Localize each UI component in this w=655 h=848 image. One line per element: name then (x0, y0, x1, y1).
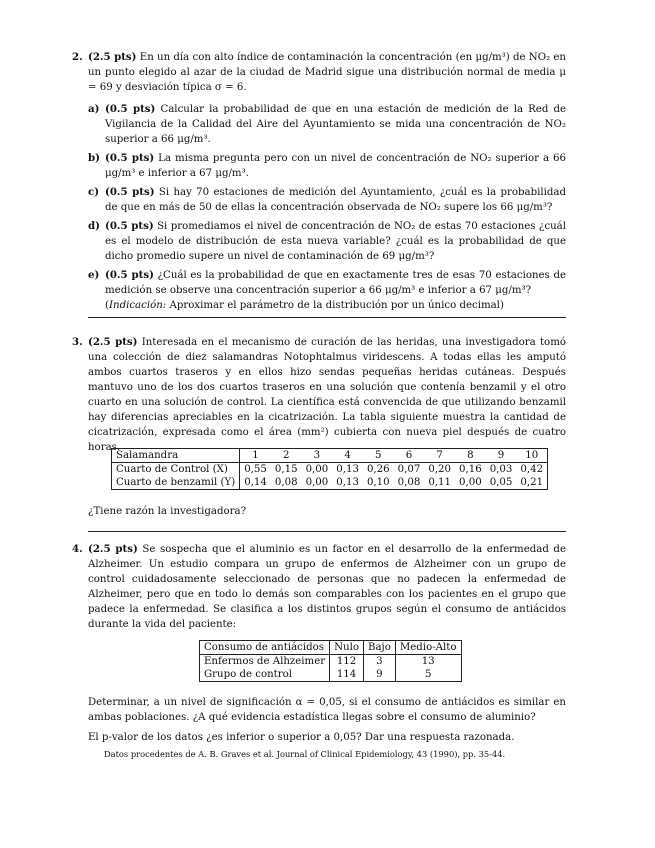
subquestion-label: b) (88, 152, 100, 164)
problem-number: 4. (72, 543, 83, 555)
table-cell: 9 (363, 668, 395, 682)
question-text: Determinar, a un nivel de significación α = 0,05, si el consumo de antiácidos es similar en ambas poblaciones. ¿A qué evidencia estadística llegas sobre el consumo de aluminio? (88, 697, 566, 723)
table-cell: 0,42 (520, 464, 544, 475)
table-cell: 0,11 (428, 477, 452, 488)
problem-3 (72, 335, 566, 455)
note-label: Indicación: (108, 300, 167, 311)
table-header-cell: 4 (332, 449, 363, 463)
subquestion-d (88, 219, 566, 264)
points-label: (2.5 pts) (88, 51, 137, 63)
data-source-footnote: Datos procedentes de A. B. Graves et al. Journal of Clinical Epidemiology, 43 (1990), pp. 35-44. (104, 749, 506, 759)
subquestion-a (88, 102, 566, 147)
problem-intro (88, 335, 566, 455)
antacid-contingency-table (199, 640, 462, 682)
table-header-cell: 7 (424, 449, 455, 463)
points-label: (2.5 pts) (88, 543, 138, 555)
table-cell: 0,00 (459, 477, 482, 488)
question-text: El p-valor de los datos ¿es inferior o superior a 0,05? Dar una respuesta razonada. (88, 732, 515, 743)
table-header-cell: 10 (516, 449, 547, 463)
table-header-cell: Medio-Alto (395, 641, 461, 655)
table-cell: 0,13 (336, 477, 359, 488)
table-cell: 5 (424, 669, 432, 680)
problem-intro (88, 542, 566, 632)
table-cell: 13 (421, 656, 435, 667)
problem-4-questions (88, 695, 566, 745)
section-divider (88, 531, 566, 532)
note-paren: ( (105, 300, 109, 311)
intro-text: Se sospecha que el aluminio es un factor en el desarrollo de la enfermedad de Alzheimer. Un estudio compara un grupo de enfermos de Alzheimer con un grupo de control cuidadosamente seleccionado de personas que no padecen la enfermedad de Alzheimer, pero que en todo lo demás son comparables con los pacientes en el grupo que padece la enfermedad. Se clasifica a los distintos grupos según el consumo de antiácidos durante la vida del paciente: (88, 544, 566, 630)
subquestion-label: e) (88, 269, 100, 281)
subquestion-text: La misma pregunta pero con un nivel de concentración de NO₂ superior a 66 μg/m³ e inferior a 67 μg/m³. (105, 153, 567, 179)
points-label: (2.5 pts) (88, 336, 138, 348)
points-label: (0.5 pts) (105, 220, 154, 232)
subquestion-text: Si hay 70 estaciones de medición del Ayuntamiento, ¿cuál es la probabilidad de que en más de 50 de ellas la concentración observada de NO₂ supere los 66 μg/m³? (105, 187, 566, 213)
table-cell: 0,15 (274, 464, 298, 475)
subquestion-text: Si promediamos el nivel de concentración de NO₂ de estas 70 estaciones ¿cuál es el modelo de distribución de esta nueva variable? ¿cuál es la probabilidad de que dicho promedio supere un nivel de contaminación de 69 μg/m³? (105, 221, 566, 262)
table-header-cell: Bajo (363, 641, 395, 655)
table-cell: 0,03 (489, 464, 513, 475)
subquestion-label: d) (88, 220, 100, 232)
table-header-row (200, 641, 462, 655)
table-header-cell: 1 (240, 449, 271, 463)
table-header-row (112, 449, 548, 463)
table-cell: 0,21 (520, 477, 544, 488)
table-row (200, 668, 462, 682)
note-text: Aproximar el parámetro de la distribución por un único decimal) (166, 300, 504, 311)
problem-2 (72, 50, 567, 317)
subquestion-text: ¿Cuál es la probabilidad de que en exactamente tres de esas 70 estaciones de medición se observe una concentración superior a 66 μg/m³ e inferior a 67 μg/m³? (105, 270, 566, 296)
subquestion-text: Calcular la probabilidad de que en una estación de medición de la Red de Vigilancia de la Calidad del Aire del Ayuntamiento se mida una concentración de NO₂ superior a 66 μg/m³. (105, 104, 566, 145)
table-header-cell: 5 (363, 449, 394, 463)
row-label: Grupo de control (200, 668, 330, 682)
table-cell: 0,00 (305, 464, 329, 475)
table-cell: 0,07 (397, 464, 421, 475)
table-cell: 0,55 (244, 464, 267, 475)
subquestion-e (88, 268, 566, 313)
table-cell: 0,20 (428, 464, 452, 475)
salamander-data-table (111, 448, 548, 490)
subquestion-label: a) (88, 103, 100, 115)
problem-3-question (88, 504, 566, 519)
row-label: Enfermos de Alhzeimer (200, 655, 330, 669)
table-cell: 0,16 (459, 464, 482, 475)
table-row (200, 655, 462, 669)
table-cell: 0,00 (305, 477, 329, 488)
table-row (112, 463, 548, 477)
points-label: (0.5 pts) (105, 152, 155, 164)
problem-intro (88, 50, 566, 95)
row-label: Cuarto de Control (X) (112, 463, 240, 477)
table-header-cell: 8 (455, 449, 486, 463)
intro-text: Interesada en el mecanismo de curación de las heridas, una investigadora tomó una colección de diez salamandras Notophtalmus viridescens. A todas ellas les amputó ambos cuartos traseros y en ellos hizo sendas pequeñas heridas cutáneas. Después mantuvo uno de los dos cuartos traseros en una solución que contenía benzamil y el otro cuarto en una solución de control. La científica está convencida de que utilizando benzamil hay diferencias apreciables en la cicatrización. La tabla siguiente muestra la cantidad de cicatrización, expresada como el área (mm²) cubierta con nueva piel después de cuatro horas. (88, 337, 566, 453)
table-cell: 0,08 (274, 477, 298, 488)
points-label: (0.5 pts) (105, 103, 156, 115)
table-cell: 0,13 (336, 464, 359, 475)
table-cell: 114 (330, 668, 364, 682)
table-cell: 0,14 (244, 477, 267, 488)
problem-number: 3. (72, 336, 83, 348)
section-divider (88, 317, 566, 318)
table-header-cell: 9 (486, 449, 517, 463)
intro-text: En un día con alto índice de contaminación la concentración (en μg/m³) de NO₂ en un punto elegido al azar de la ciudad de Madrid sigue una distribución normal de media μ = 69 y desviación típica σ = 6. (88, 52, 566, 93)
row-label: Cuarto de benzamil (Y) (112, 476, 240, 490)
table-cell: 3 (363, 655, 395, 669)
table-header-cell: 3 (302, 449, 333, 463)
table-header-cell: 6 (394, 449, 425, 463)
table-cell: 112 (330, 655, 364, 669)
table-header-cell: 2 (271, 449, 302, 463)
table-row (112, 476, 548, 490)
problem-4 (72, 542, 566, 632)
table-cell: 0,26 (366, 464, 390, 475)
table-header-cell: Consumo de antiácidos (200, 641, 330, 655)
table-cell: 0,10 (366, 477, 390, 488)
subquestion-label: c) (88, 186, 100, 198)
problem-number: 2. (72, 51, 83, 63)
table-cell: 0,08 (397, 477, 421, 488)
subquestion-c (88, 185, 566, 215)
table-header-cell: Nulo (330, 641, 364, 655)
question-text: ¿Tiene razón la investigadora? (88, 506, 247, 517)
table-cell: 0,05 (489, 477, 513, 488)
points-label: (0.5 pts) (105, 269, 154, 281)
table-header-cell: Salamandra (112, 449, 240, 463)
subquestion-b (88, 151, 567, 181)
subquestion-list (88, 102, 566, 313)
points-label: (0.5 pts) (105, 186, 155, 198)
